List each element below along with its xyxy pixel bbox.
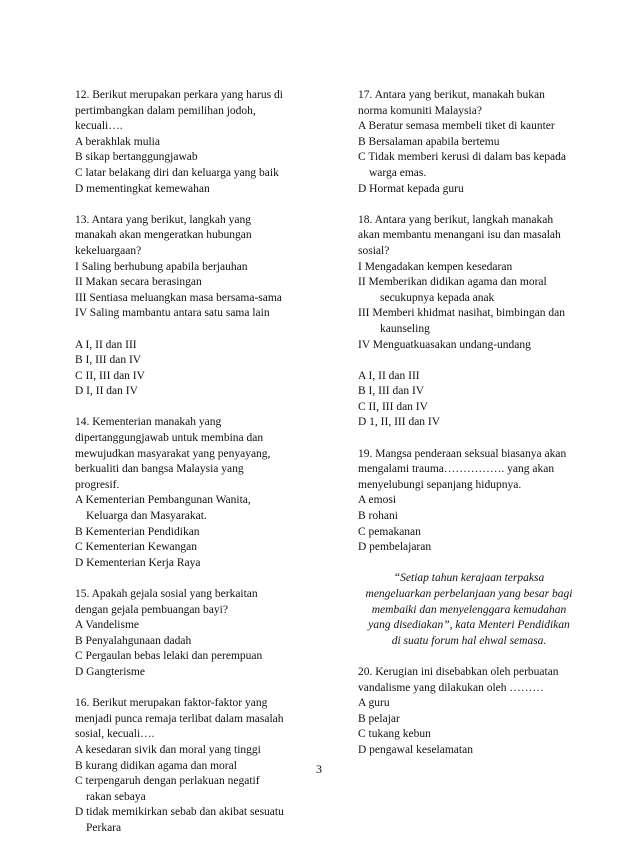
question-text: menyelubungi sepanjang hidupnya. xyxy=(358,478,522,491)
option-c: C terpengaruh dengan perlakuan negatif xyxy=(75,775,260,788)
option-a: A I, II dan III xyxy=(75,338,137,351)
option-b: B I, III dan IV xyxy=(358,385,425,398)
statement-4: IV Saling mambantu antara satu sama lain xyxy=(75,307,270,320)
question-12 xyxy=(75,88,307,197)
option-d: D pembelajaran xyxy=(358,541,432,554)
option-c-continued: warga emas. xyxy=(369,166,427,179)
option-b: B rohani xyxy=(358,510,398,523)
option-c: C II, III dan IV xyxy=(75,369,145,382)
question-text: vandalisme yang dilakukan oleh ……… xyxy=(358,681,544,694)
question-text: 15. Apakah gejala sosial yang berkaitan xyxy=(75,588,258,600)
question-text: 17. Antara yang berikut, manakah bukan xyxy=(358,89,545,101)
question-text: kecuali…. xyxy=(75,120,123,133)
option-a: A Vandelisme xyxy=(75,619,139,632)
option-c: C Tidak memberi kerusi di dalam bas kepada xyxy=(358,151,566,164)
option-c: C II, III dan IV xyxy=(358,400,428,413)
question-text: berkualiti dan bangsa Malaysia yang xyxy=(75,463,244,476)
statement-2-continued: secukupnya kepada anak xyxy=(380,291,495,304)
statement-2: II Memberikan didikan agama dan moral xyxy=(358,276,547,289)
question-text: 12. Berikut merupakan perkara yang harus di xyxy=(75,89,283,101)
question-text: norma komuniti Malaysia? xyxy=(358,104,482,117)
option-a: A I, II dan III xyxy=(358,369,420,382)
option-b: B Kementerian Pendidikan xyxy=(75,525,200,538)
option-a: A guru xyxy=(358,697,390,710)
option-b: B sikap bertanggungjawab xyxy=(75,151,198,164)
question-15 xyxy=(75,587,307,681)
quote-line: mengeluarkan perbelanjaan yang besar bagi xyxy=(365,588,573,600)
option-a: A emosi xyxy=(358,494,397,507)
question-text: 20. Kerugian ini disebabkan oleh perbuatan xyxy=(358,665,559,678)
option-c-continued: rakan sebaya xyxy=(86,790,146,803)
page-number: 3 xyxy=(316,762,322,776)
option-b: B Bersalaman apabila bertemu xyxy=(358,135,500,148)
question-18 xyxy=(358,213,580,353)
question-text: 16. Berikut merupakan faktor-faktor yang xyxy=(75,697,268,710)
question-text: dipertanggungjawab untuk membina dan xyxy=(75,432,264,445)
question-text: 14. Kementerian manakah yang xyxy=(75,416,222,429)
option-c: C tukang kebun xyxy=(358,728,431,741)
statement-3: III Sentiasa meluangkan masa bersama-sama xyxy=(75,291,282,304)
statement-3-continued: kaunseling xyxy=(380,322,430,335)
question-13 xyxy=(75,213,307,322)
statement-1: I Mengadakan kempen kesedaran xyxy=(358,260,513,273)
option-d: D Gangterisme xyxy=(75,665,145,678)
question-17 xyxy=(358,88,580,197)
question-text: dengan gejala pembuangan bayi? xyxy=(75,603,228,616)
option-b: B Penyalahgunaan dadah xyxy=(75,634,192,647)
question-text: sosial, kecuali…. xyxy=(75,728,155,741)
question-text: kekeluargaan? xyxy=(75,244,142,257)
option-a-continued: Keluarga dan Masyarakat. xyxy=(86,510,207,523)
right-column xyxy=(358,88,580,774)
option-b: B pelajar xyxy=(358,712,400,725)
quote-line: yang disediakan”, kata Menteri Pendidikan xyxy=(368,619,570,632)
option-d: D I, II dan IV xyxy=(75,385,138,398)
question-text: sosial? xyxy=(358,244,390,257)
question-text: 19. Mangsa penderaan seksual biasanya akan xyxy=(358,447,567,460)
quote-line: di suatu forum hal ehwal semasa. xyxy=(391,634,547,647)
question-text: progresif. xyxy=(75,478,120,491)
question-14 xyxy=(75,415,307,571)
question-19 xyxy=(358,447,580,556)
statement-1: I Saling berhubung apabila berjauhan xyxy=(75,260,248,273)
question-text: manakah akan mengeratkan hubungan xyxy=(75,229,252,242)
question-text: 18. Antara yang berikut, langkah manakah xyxy=(358,213,554,226)
option-d: D mementingkat kemewahan xyxy=(75,182,210,195)
option-d: D Kementerian Kerja Raya xyxy=(75,556,201,569)
question-20 xyxy=(358,665,580,759)
option-a: A kesedaran sivik dan moral yang tinggi xyxy=(75,743,261,756)
option-b: B kurang didikan agama dan moral xyxy=(75,759,237,772)
option-a: A Beratur semasa membeli tiket di kaunter xyxy=(358,120,555,133)
option-d: D Hormat kepada guru xyxy=(358,182,464,195)
question-18-options xyxy=(358,369,580,431)
question-13-options xyxy=(75,338,307,400)
statement-4: IV Menguatkuasakan undang-undang xyxy=(358,338,531,351)
quote-line: membaiki dan menyelenggara kemudahan xyxy=(371,603,567,616)
option-d: D 1, II, III dan IV xyxy=(358,416,441,429)
option-c: C Pergaulan bebas lelaki dan perempuan xyxy=(75,650,263,663)
option-c: C latar belakang diri dan keluarga yang baik xyxy=(75,166,279,179)
question-text: menjadi punca remaja terlibat dalam masalah xyxy=(75,712,284,725)
statement-3: III Memberi khidmat nasihat, bimbingan dan xyxy=(358,307,565,320)
quote-line: “Setiap tahun kerajaan terpaksa xyxy=(393,572,545,585)
question-text: 13. Antara yang berikut, langkah yang xyxy=(75,213,251,226)
question-text: mewujudkan masyarakat yang penyayang, xyxy=(75,447,271,460)
option-d-continued: Perkara xyxy=(86,821,122,834)
quote-passage xyxy=(358,571,580,649)
question-text: pertimbangkan dalam pemilihan jodoh, xyxy=(75,104,256,117)
left-column xyxy=(75,88,307,852)
statement-2: II Makan secara berasingan xyxy=(75,276,202,289)
question-text: mengalami trauma……………. yang akan xyxy=(358,463,555,476)
option-c: C pemakanan xyxy=(358,525,421,538)
option-d: D pengawal keselamatan xyxy=(358,743,473,756)
option-d: D tidak memikirkan sebab dan akibat sesuatu xyxy=(75,806,284,819)
option-a: A berakhlak mulia xyxy=(75,135,160,148)
option-a: A Kementerian Pembangunan Wanita, xyxy=(75,494,251,507)
option-c: C Kementerian Kewangan xyxy=(75,541,197,554)
question-text: akan membantu menangani isu dan masalah xyxy=(358,229,561,242)
option-b: B I, III dan IV xyxy=(75,354,142,367)
